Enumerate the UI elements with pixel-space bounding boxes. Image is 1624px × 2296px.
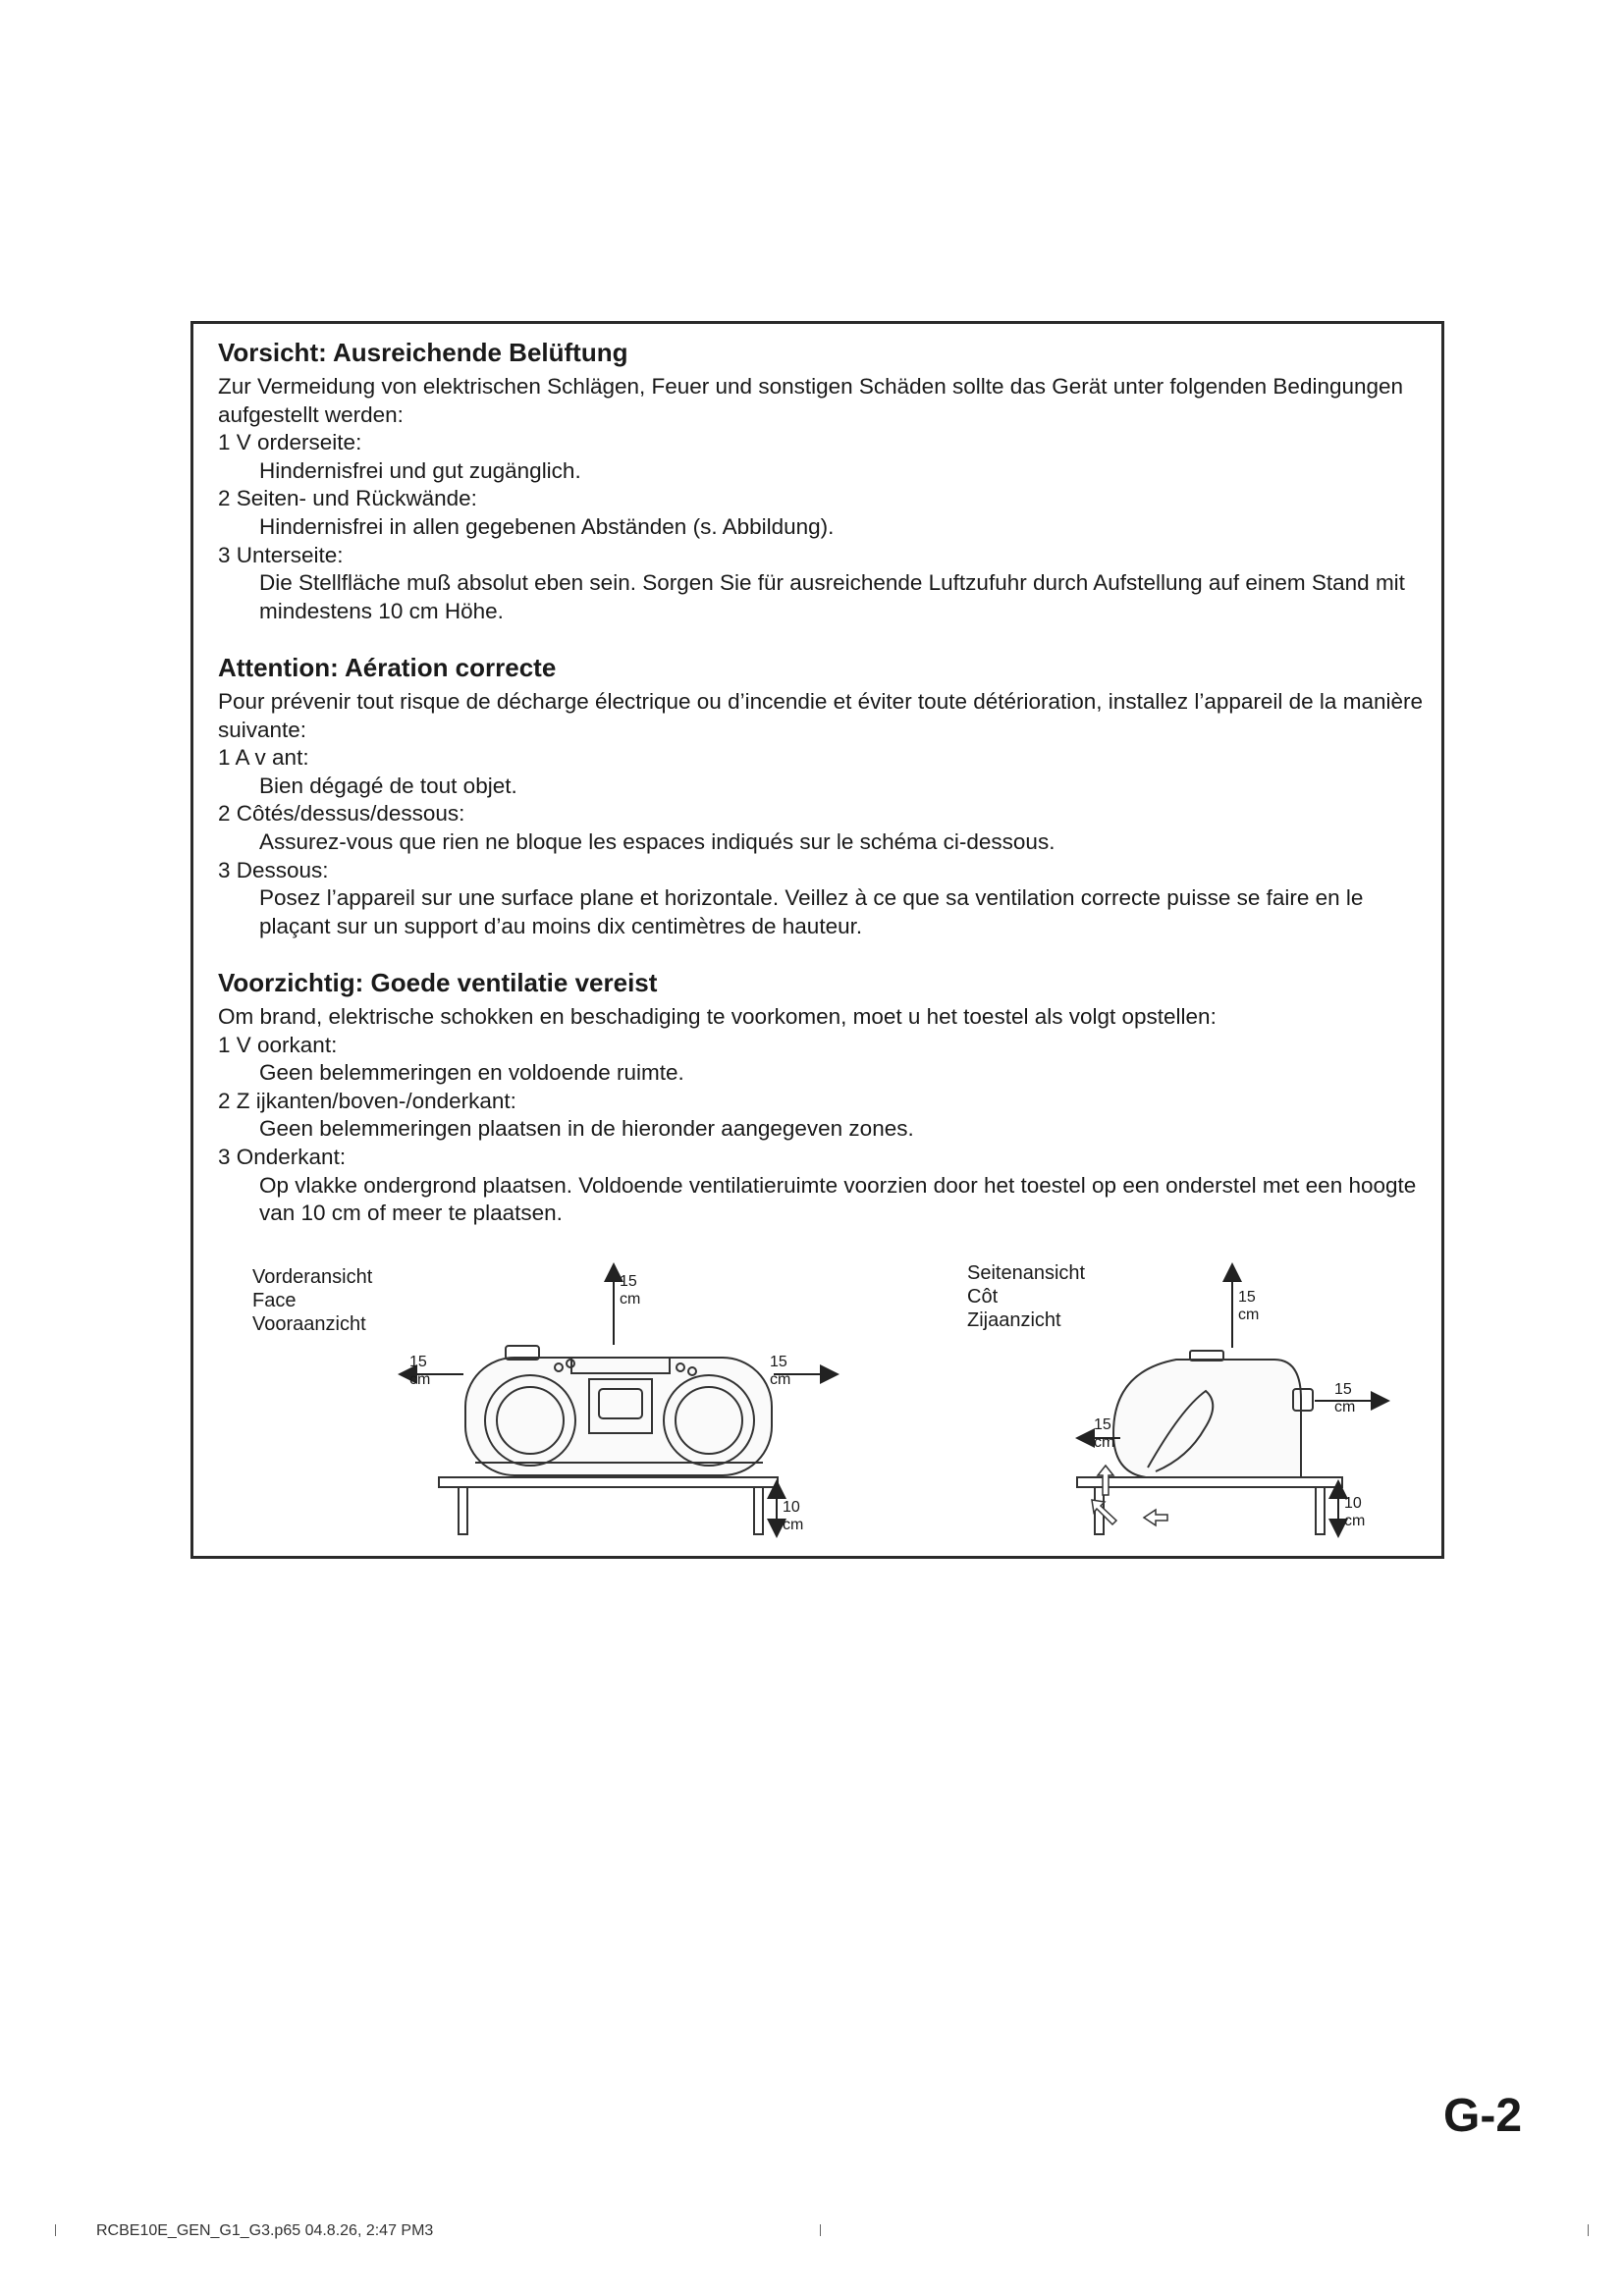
ventilation-notice-box	[190, 321, 1444, 1559]
item-text: Posez l’appareil sur une surface plane et horizontale. Veillez à ce que sa ventilation correcte puisse se faire en le plaçant sur un support d’au moins dix centimètres de hauteur.	[259, 885, 1364, 938]
item-text: Geen belemmeringen plaatsen in de hieronder aangegeven zones.	[259, 1116, 914, 1142]
section-intro: Pour prévenir tout risque de décharge électrique ou d’incendie et éviter toute détérioration, installez l’appareil de la manière suivante:	[218, 689, 1423, 742]
front-view-label-de: Vorderansicht	[252, 1266, 373, 1288]
item-text: Hindernisfrei in allen gegebenen Abständen (s. Abbildung).	[259, 513, 835, 539]
front-top-clearance: 15 cm	[620, 1273, 641, 1308]
side-top-clearance: 15 cm	[1238, 1289, 1260, 1323]
section-french	[218, 653, 1426, 940]
item-title: 2 Z ijkanten/boven-/onderkant:	[218, 1088, 516, 1113]
front-view-label-nl: Vooraanzicht	[252, 1313, 366, 1335]
side-bottom-clearance: 10 cm	[1344, 1495, 1366, 1529]
section-heading: Attention: Aération correcte	[218, 653, 557, 682]
item-text: Die Stellfläche muß absolut eben sein. Sorgen Sie für ausreichende Luftzufuhr durch Aufstellung auf einem Stand mit mindestens 10 cm Höhe.	[259, 570, 1405, 623]
crop-mark	[820, 2224, 821, 2236]
side-view-label-nl: Zijaanzicht	[967, 1309, 1061, 1331]
item-title: 1 V orderseite:	[218, 430, 362, 455]
section-heading: Voorzichtig: Goede ventilatie vereist	[218, 968, 658, 997]
side-view-label-de: Seitenansicht	[967, 1262, 1086, 1284]
section-dutch	[218, 968, 1426, 1228]
side-front-clearance: 15 cm	[1094, 1416, 1115, 1451]
crop-mark	[55, 2224, 56, 2236]
section-intro: Zur Vermeidung von elektrischen Schlägen, Feuer und sonstigen Schäden sollte das Gerät unter folgenden Bedingungen aufgestellt werden:	[218, 374, 1404, 427]
front-stand-drawing	[439, 1477, 778, 1534]
boombox-front-drawing	[465, 1346, 772, 1475]
section-german	[218, 338, 1426, 625]
item-title: 2 Côtés/dessus/dessous:	[218, 801, 465, 827]
section-heading: Vorsicht: Ausreichende Belüftung	[218, 338, 628, 367]
crop-mark	[1588, 2224, 1589, 2236]
item-text: Hindernisfrei und gut zugänglich.	[259, 457, 581, 483]
front-left-clearance: 15 cm	[409, 1354, 431, 1388]
page-number: G-2	[1443, 2090, 1523, 2142]
item-text: Geen belemmeringen en voldoende ruimte.	[259, 1060, 684, 1086]
item-text: Op vlakke ondergrond plaatsen. Voldoende ventilatieruimte voorzien door het toestel op een onderstel met een hoogte van 10 cm of meer te plaatsen.	[259, 1172, 1417, 1226]
item-title: 1 A v ant:	[218, 745, 309, 771]
print-footer: RCBE10E_GEN_G1_G3.p65 04.8.26, 2:47 PM3	[96, 2222, 434, 2239]
item-title: 2 Seiten- und Rückwände:	[218, 486, 477, 511]
item-title: 3 Onderkant:	[218, 1144, 347, 1169]
front-view-label-fr: Face	[252, 1290, 297, 1311]
side-stand-drawing	[1077, 1477, 1342, 1534]
side-view-label-fr: Côt	[967, 1286, 999, 1308]
boombox-side-drawing	[1113, 1351, 1313, 1477]
section-intro: Om brand, elektrische schokken en beschadiging te voorkomen, moet u het toestel als volgt opstellen:	[218, 1004, 1217, 1029]
item-text: Bien dégagé de tout objet.	[259, 773, 517, 798]
front-bottom-clearance: 10 cm	[783, 1499, 804, 1533]
item-title: 3 Dessous:	[218, 857, 329, 882]
side-back-clearance: 15 cm	[1334, 1381, 1356, 1415]
front-right-clearance: 15 cm	[770, 1354, 791, 1388]
item-title: 1 V oorkant:	[218, 1032, 338, 1057]
item-text: Assurez-vous que rien ne bloque les espaces indiqués sur le schéma ci-dessous.	[259, 828, 1056, 854]
item-title: 3 Unterseite:	[218, 542, 344, 567]
